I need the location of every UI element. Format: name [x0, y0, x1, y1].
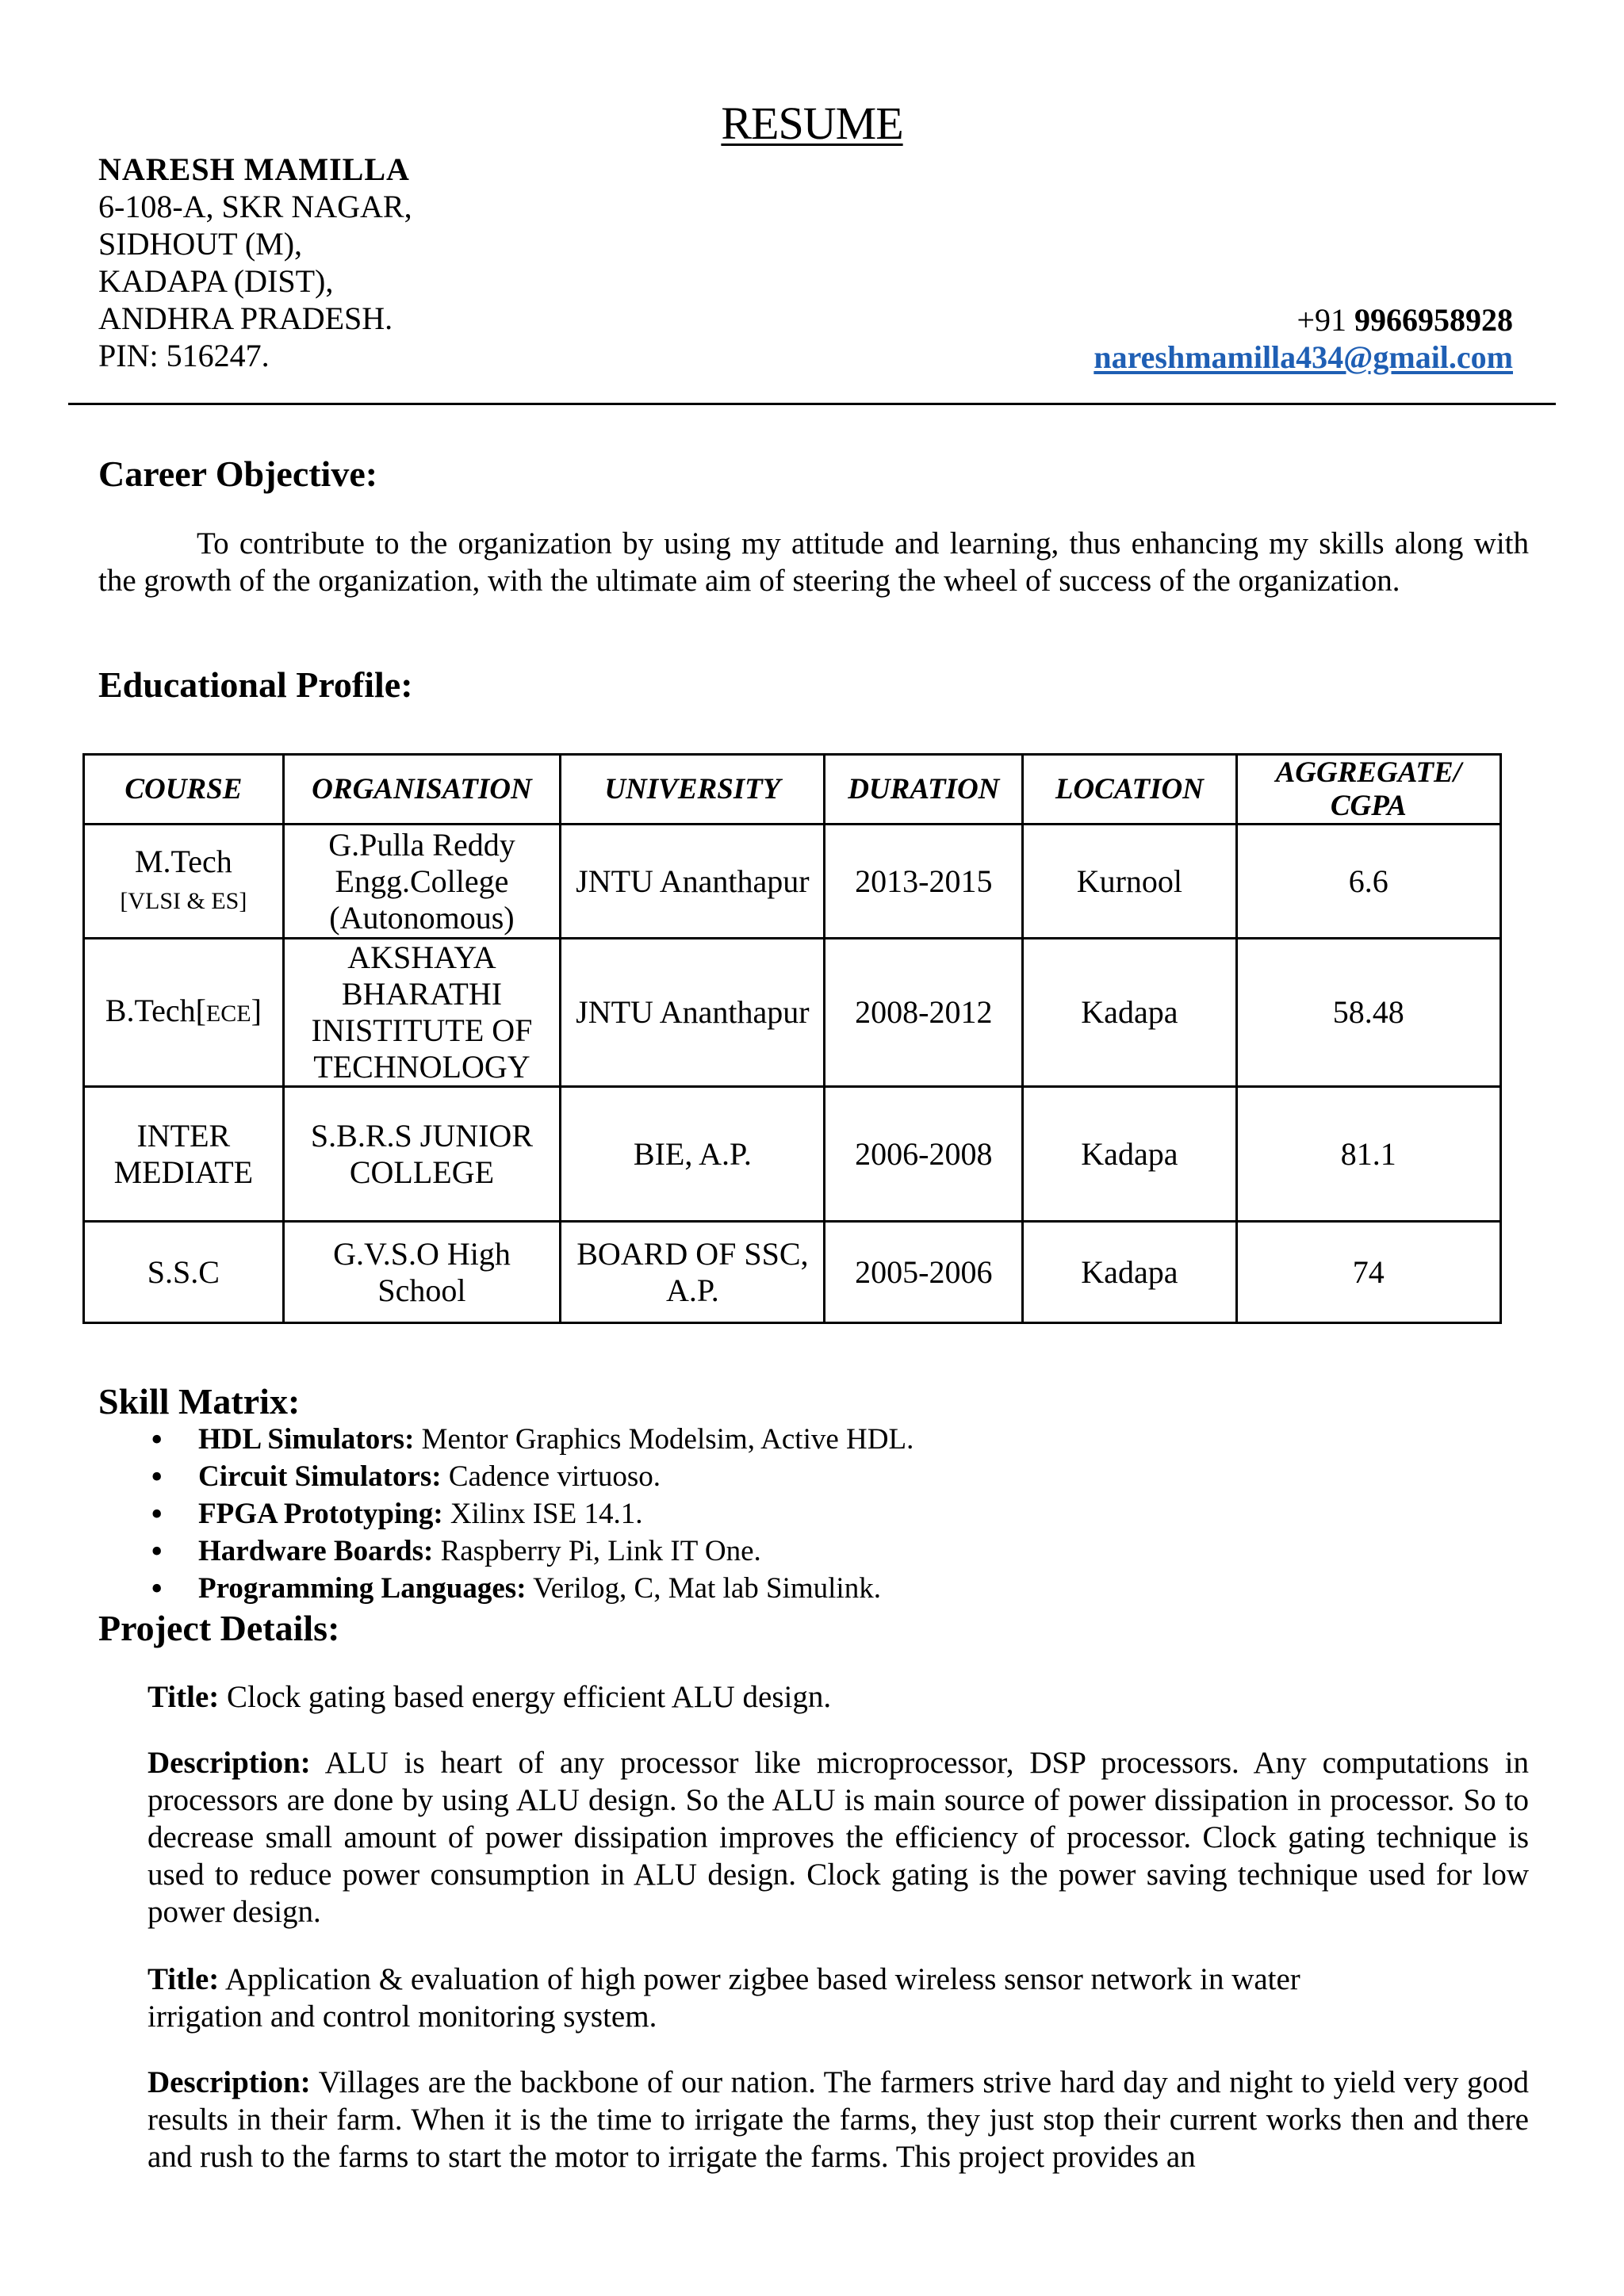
university-cell: BOARD OF SSC, A.P.	[561, 1222, 825, 1323]
table-header-row	[84, 755, 1501, 825]
project-title: Title: Clock gating based energy efficient ALU design.	[147, 1680, 832, 1714]
list-item: • FPGA Prototyping: Xilinx ISE 14.1.	[151, 1495, 914, 1533]
column-header: UNIVERSITY	[561, 755, 825, 825]
skills-heading: Skill Matrix:	[98, 1381, 301, 1422]
location-cell: Kadapa	[1023, 1087, 1236, 1222]
candidate-name: NARESH MAMILLA	[98, 151, 410, 187]
project-description: Description: Villages are the backbone of our nation. The farmers strive hard day and night to yield very good results in their farm. When it is the time to irrigate the farms, they just stop their current works then and there and rush to the farms to start the motor to irrigate the farms. This project provides an	[147, 2065, 1529, 2174]
aggregate-cell: 58.48	[1236, 939, 1500, 1087]
career-objective-heading: Career Objective:	[98, 453, 378, 494]
document-title: RESUME	[721, 98, 903, 149]
duration-cell: 2006-2008	[825, 1087, 1023, 1222]
address-line: ANDHRA PRADESH.	[98, 300, 393, 336]
duration-cell: 2013-2015	[825, 825, 1023, 939]
column-header: LOCATION	[1023, 755, 1236, 825]
email-link[interactable]: nareshmamilla434@gmail.com	[1094, 339, 1513, 375]
column-header: ORGANISATION	[283, 755, 561, 825]
column-header: COURSE	[84, 755, 284, 825]
address-line: PIN: 516247.	[98, 338, 270, 373]
location-cell: Kadapa	[1023, 939, 1236, 1087]
projects-heading: Project Details:	[98, 1608, 340, 1648]
address-line: KADAPA (DIST),	[98, 263, 334, 299]
header-divider	[68, 403, 1556, 405]
location-cell: Kurnool	[1023, 825, 1236, 939]
duration-cell: 2005-2006	[825, 1222, 1023, 1323]
address-block	[98, 151, 412, 374]
project-title: Title: Application & evaluation of high power zigbee based wireless sensor network in water irrigation and control monitoring system.	[147, 1962, 1300, 2034]
address-line: 6-108-A, SKR NAGAR,	[98, 189, 412, 224]
course-cell: INTER MEDIATE	[84, 1087, 284, 1222]
address-line: SIDHOUT (M),	[98, 226, 303, 262]
organisation-cell: S.B.R.S JUNIOR COLLEGE	[283, 1087, 561, 1222]
table-row	[84, 825, 1501, 939]
skills-list	[151, 1421, 914, 1607]
list-item: • Programming Languages: Verilog, C, Mat lab Simulink.	[151, 1570, 914, 1607]
list-item: • HDL Simulators: Mentor Graphics Modelsim, Active HDL.	[151, 1421, 914, 1458]
column-header: DURATION	[825, 755, 1023, 825]
list-item: • Hardware Boards: Raspberry Pi, Link IT One.	[151, 1533, 914, 1570]
organisation-cell: AKSHAYA BHARATHI INISTITUTE OF TECHNOLOGY	[283, 939, 561, 1087]
university-cell: JNTU Ananthapur	[561, 939, 825, 1087]
course-cell: M.Tech [VLSI & ES]	[84, 825, 284, 939]
career-objective-text: To contribute to the organization by using my attitude and learning, thus enhancing my skills along with the growth of the organization, with the ultimate aim of steering the wheel of success of the organization.	[98, 526, 1529, 598]
education-table	[82, 753, 1502, 1324]
aggregate-cell: 81.1	[1236, 1087, 1500, 1222]
aggregate-cell: 74	[1236, 1222, 1500, 1323]
project-description: Description: ALU is heart of any processor like microprocessor, DSP processors. Any computations in processors are done by using ALU design. So the ALU is main source of power dissipation in processor. So to decrease small amount of power dissipation improves the efficiency of processor. Clock gating technique is used to reduce power consumption in ALU design. Clock gating is the power saving technique used for low power design.	[147, 1746, 1529, 1929]
column-header: AGGREGATE/ CGPA	[1236, 755, 1500, 825]
location-cell: Kadapa	[1023, 1222, 1236, 1323]
list-item: • Circuit Simulators: Cadence virtuoso.	[151, 1458, 914, 1495]
contact-block	[1094, 301, 1513, 376]
phone-number: +91 9966958928	[1297, 302, 1513, 338]
aggregate-cell: 6.6	[1236, 825, 1500, 939]
table-row	[84, 939, 1501, 1087]
organisation-cell: G.Pulla Reddy Engg.College (Autonomous)	[283, 825, 561, 939]
university-cell: BIE, A.P.	[561, 1087, 825, 1222]
course-cell: S.S.C	[84, 1222, 284, 1323]
duration-cell: 2008-2012	[825, 939, 1023, 1087]
organisation-cell: G.V.S.O High School	[283, 1222, 561, 1323]
course-cell: B.Tech[ECE]	[84, 939, 284, 1087]
education-heading: Educational Profile:	[98, 664, 413, 705]
table-row	[84, 1087, 1501, 1222]
university-cell: JNTU Ananthapur	[561, 825, 825, 939]
table-row	[84, 1222, 1501, 1323]
